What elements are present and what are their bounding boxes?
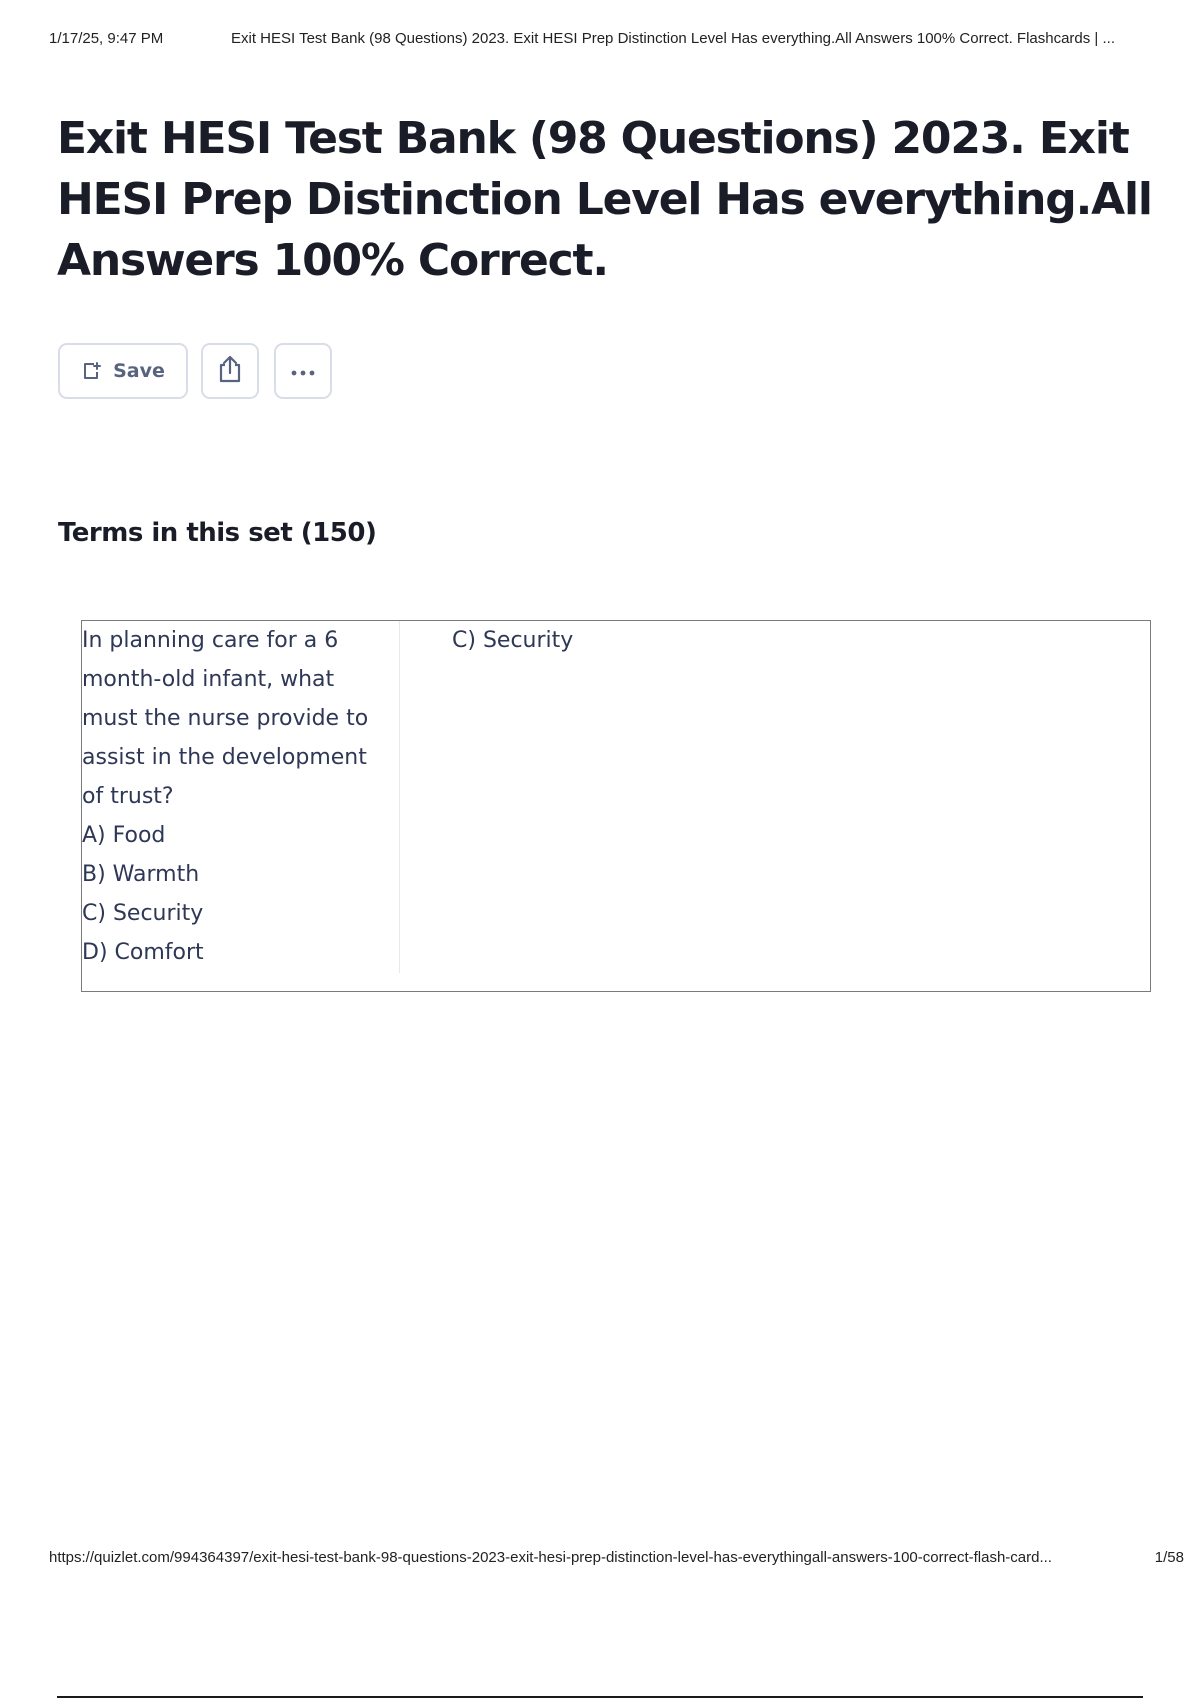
share-button[interactable] xyxy=(201,343,259,399)
save-label: Save xyxy=(113,360,165,382)
print-page-title: Exit HESI Test Bank (98 Questions) 2023. Exit HESI Prep Distinction Level Has everything.All Answers 100% Correct. Flashcards | ... xyxy=(231,30,1115,47)
print-url: https://quizlet.com/994364397/exit-hesi-test-bank-98-questions-2023-exit-hesi-prep-distinction-level-has-everythingall-answers-100-correct-flash-card... xyxy=(49,1549,1052,1566)
terms-heading: Terms in this set (150) xyxy=(58,518,377,548)
term-option: C) Security xyxy=(82,901,204,926)
definition-text: C) Security xyxy=(452,628,574,653)
more-icon xyxy=(289,362,317,381)
more-options-button[interactable] xyxy=(274,343,332,399)
term-question: In planning care for a 6 month-old infant, what must the nurse provide to assist in the development of trust? xyxy=(82,628,369,809)
term-option: A) Food xyxy=(82,823,166,848)
term-option: B) Warmth xyxy=(82,862,200,887)
page-number: 1/58 xyxy=(1154,1549,1184,1566)
card-definition xyxy=(452,621,1112,660)
share-icon xyxy=(216,354,244,388)
save-icon xyxy=(81,361,101,381)
print-footer xyxy=(49,1549,1184,1569)
card-term xyxy=(82,621,400,973)
flashcard-row xyxy=(81,620,1151,992)
print-date: 1/17/25, 9:47 PM xyxy=(49,30,164,47)
page-title: Exit HESI Test Bank (98 Questions) 2023. Exit HESI Prep Distinction Level Has everything.All Answers 100% Correct. xyxy=(57,113,1152,286)
divider xyxy=(57,1696,1143,1698)
save-button[interactable] xyxy=(58,343,188,399)
term-option: D) Comfort xyxy=(82,940,204,965)
print-header xyxy=(49,30,1184,50)
